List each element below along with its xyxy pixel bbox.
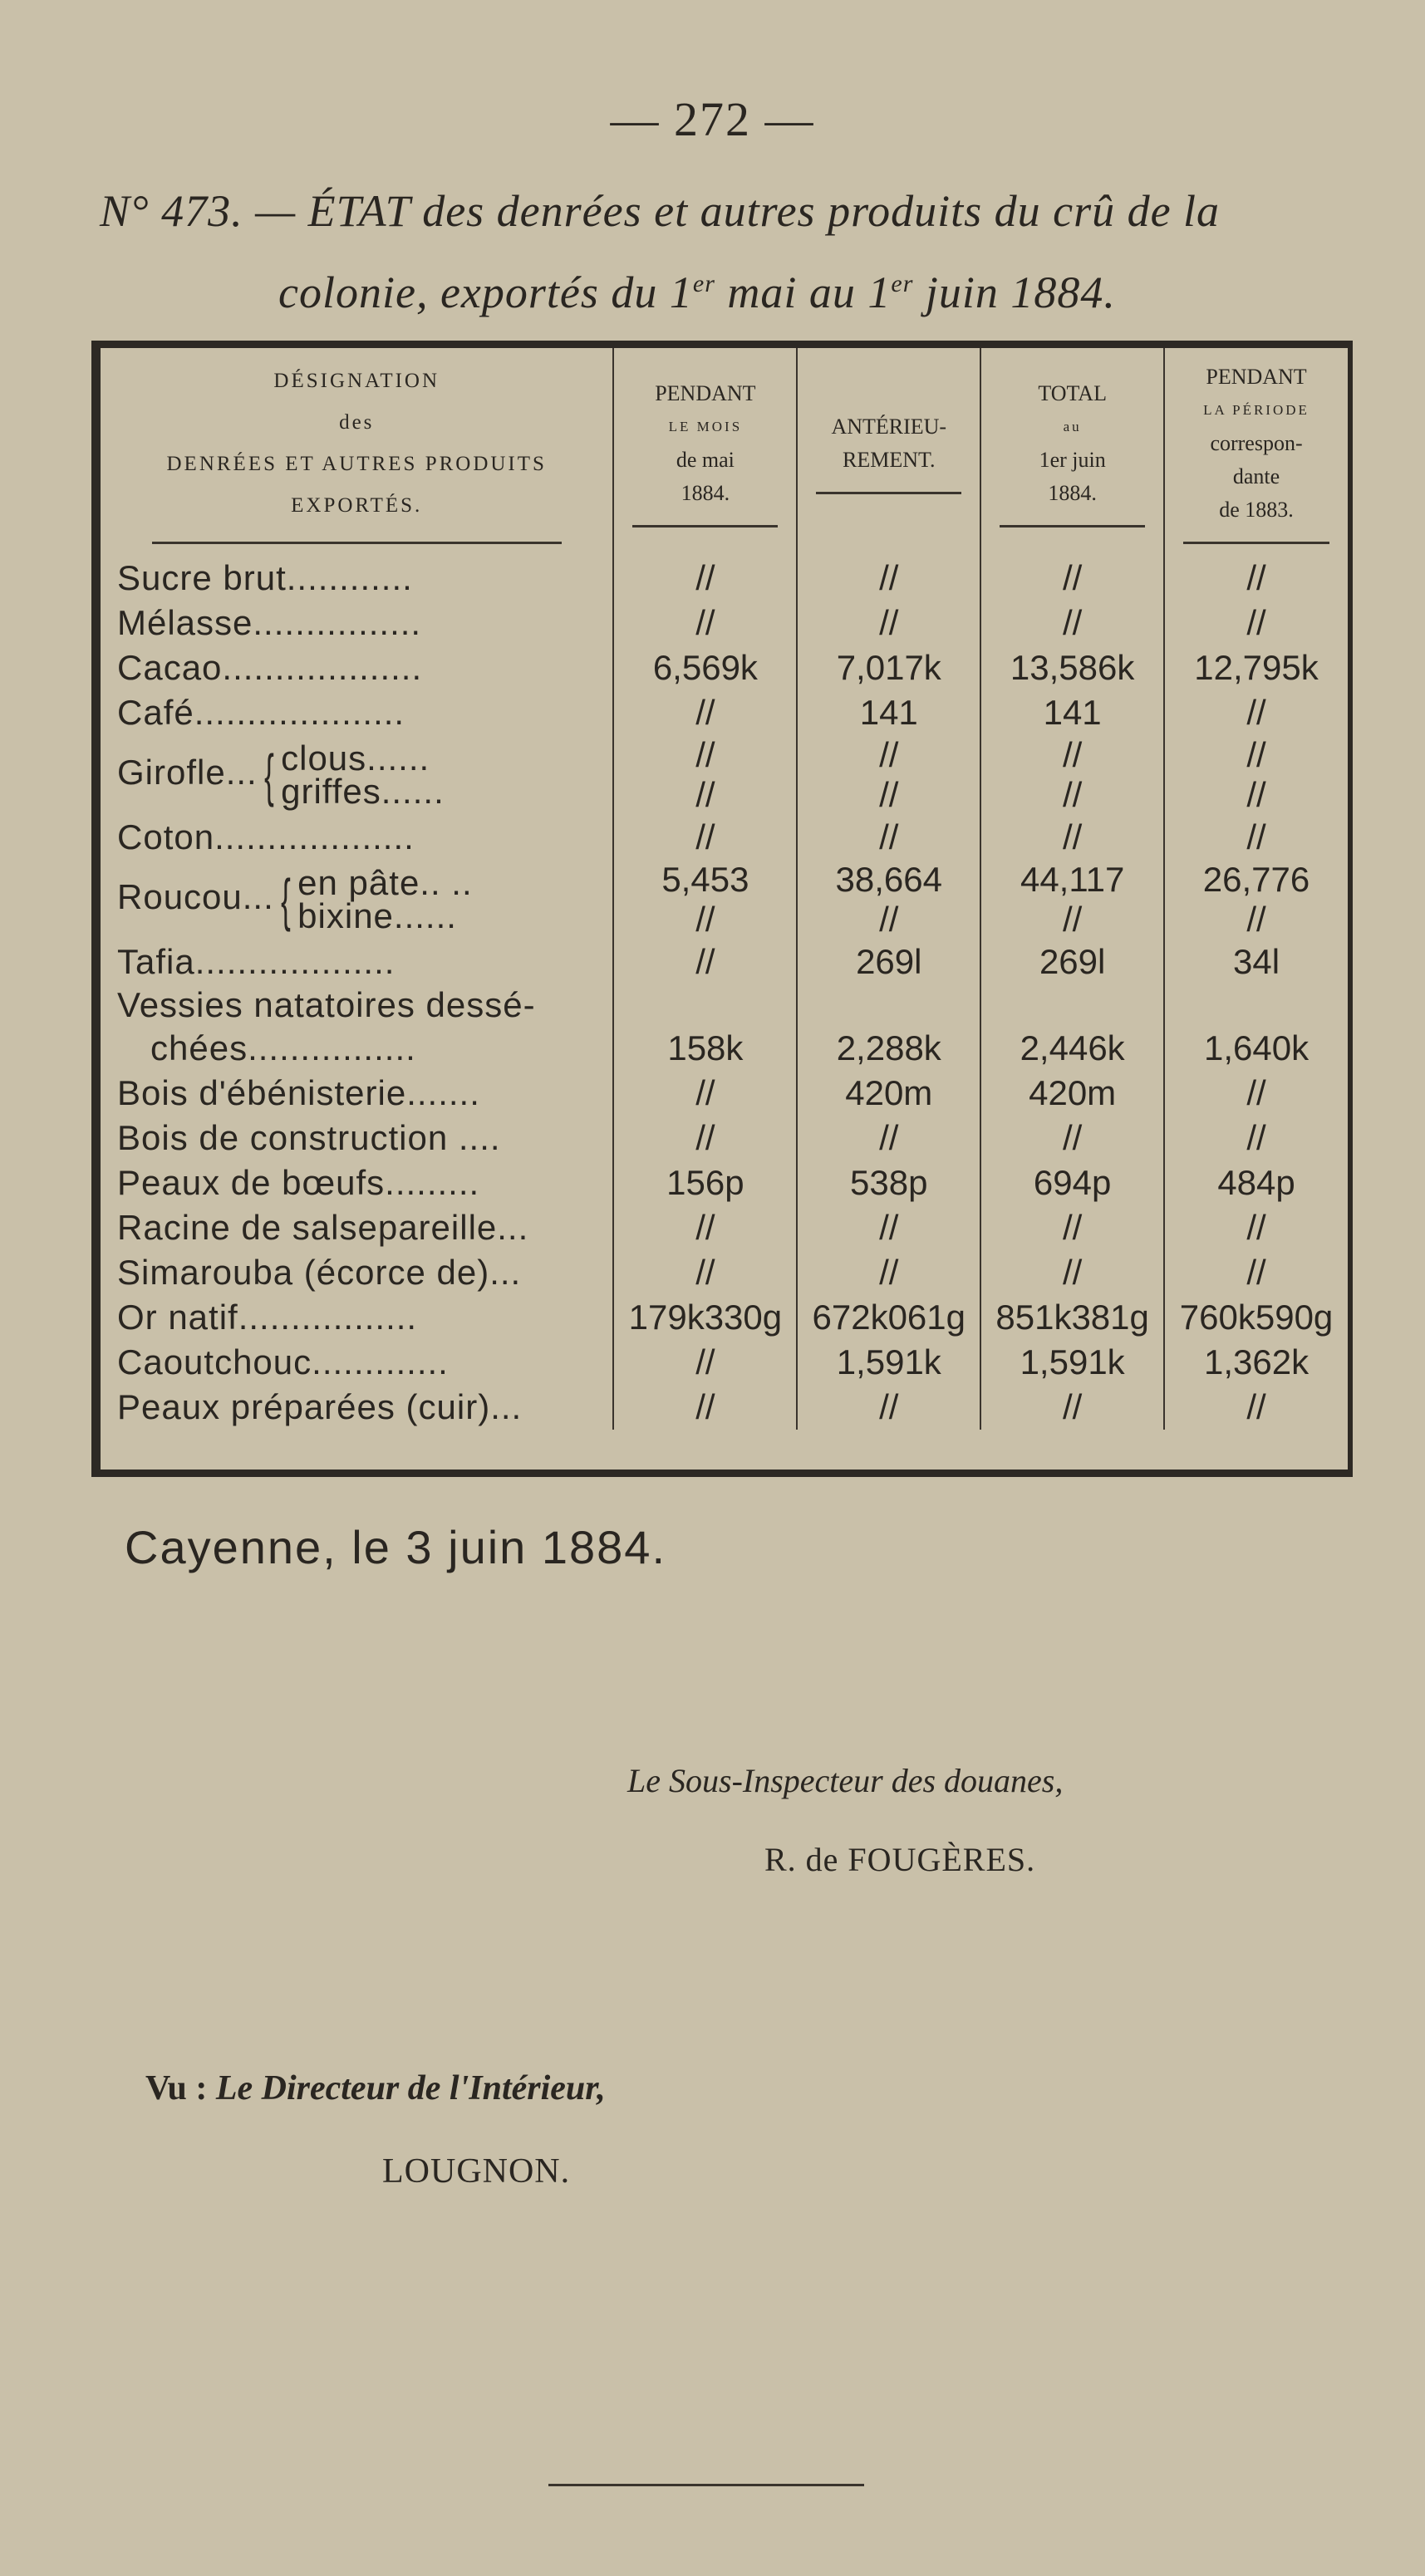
table-row-vessies-1: [101, 984, 1348, 1026]
table-row: [101, 1160, 1348, 1205]
row-label: Bois de construction ....: [117, 1118, 501, 1157]
cell-anterieur: //: [797, 1205, 980, 1250]
header-periode-year: de 1883.: [1219, 497, 1294, 522]
row-label: Simarouba (écorce de)...: [117, 1253, 522, 1292]
cell-mai: //: [613, 1205, 797, 1250]
row-label-girofle: [101, 735, 613, 815]
roucou-mai-2: //: [695, 900, 715, 939]
cell-mai: //: [613, 1385, 797, 1430]
table-row: [101, 601, 1348, 645]
title-sup1: er: [692, 270, 715, 297]
roucou-sub1: en pâte.. ..: [297, 863, 473, 902]
cell-mai: //: [613, 556, 797, 601]
cell-mai: 179k330g: [613, 1295, 797, 1340]
roucou-mai-1: 5,453: [661, 860, 749, 899]
signatory-title: Le Sous-Inspecteur des douanes,: [627, 1762, 1064, 1799]
girofle-total-1: //: [1062, 735, 1083, 774]
cell-periode: //: [1164, 1205, 1348, 1250]
cell-anterieur: 141: [797, 690, 980, 735]
cell-anterieur: //: [797, 1116, 980, 1160]
roucou-per-1: 26,776: [1202, 860, 1310, 899]
header-anterieur-top: ANTÉRIEU-: [831, 414, 947, 439]
header-designation-sub: DENRÉES ET AUTRES PRODUITS EXPORTÉS.: [166, 452, 547, 517]
row-label: Bois d'ébénisterie.......: [117, 1073, 480, 1112]
row-label: Racine de salsepareille...: [117, 1208, 529, 1247]
cell-anterieur: 2,288k: [797, 1026, 980, 1071]
cell-mai: //: [613, 690, 797, 735]
row-label-roucou: [101, 860, 613, 940]
cell-anterieur: //: [797, 815, 980, 860]
cell-total: //: [980, 601, 1164, 645]
row-label: Mélasse................: [117, 603, 422, 642]
cell-mai: //: [613, 1340, 797, 1385]
cell-total: 1,591k: [980, 1340, 1164, 1385]
roucou-label: Roucou...: [117, 877, 274, 917]
header-mai-low: de mai: [676, 447, 735, 472]
cell-total: 2,446k: [980, 1026, 1164, 1071]
cell-periode: //: [1164, 1071, 1348, 1116]
cell-anterieur: 538p: [797, 1160, 980, 1205]
export-table-grid: [101, 348, 1348, 1430]
girofle-ant-1: //: [879, 735, 899, 774]
header-periode-low1: correspon-: [1210, 430, 1303, 455]
cell-total: 13,586k: [980, 645, 1164, 690]
cell-mai: 156p: [613, 1160, 797, 1205]
brace-icon: {: [280, 867, 292, 932]
cell-periode: [1164, 860, 1348, 940]
row-label: Peaux de bœufs.........: [117, 1163, 480, 1202]
header-mai-top: PENDANT: [655, 380, 756, 405]
girofle-total-2: //: [1062, 775, 1083, 814]
cell-empty: [980, 984, 1164, 1026]
title-line2-a: colonie, exportés du 1: [278, 267, 693, 317]
row-label-vessies-2: chées................: [150, 1028, 416, 1067]
table-row: [101, 940, 1348, 984]
row-label: Tafia...................: [117, 942, 396, 981]
cell-total: //: [980, 815, 1164, 860]
header-total-top: TOTAL: [1038, 380, 1107, 405]
place-date: Cayenne, le 3 juin 1884.: [125, 1521, 666, 1573]
cell-total: //: [980, 1205, 1164, 1250]
table-header-row: [101, 348, 1348, 556]
row-label: Peaux préparées (cuir)...: [117, 1387, 523, 1426]
cell-periode: 12,795k: [1164, 645, 1348, 690]
cell-periode: //: [1164, 556, 1348, 601]
cell-mai: [613, 860, 797, 940]
cell-periode: //: [1164, 1116, 1348, 1160]
header-total: [980, 348, 1164, 556]
cell-total: //: [980, 1116, 1164, 1160]
cell-total: 420m: [980, 1071, 1164, 1116]
table-row: [101, 1071, 1348, 1116]
title-sup2: er: [891, 270, 914, 297]
table-row: [101, 1385, 1348, 1430]
cell-total: //: [980, 1250, 1164, 1295]
title-line1: ÉTAT des denrées et autres produits du crû de la: [307, 186, 1221, 236]
row-label: Or natif.................: [117, 1298, 418, 1337]
document-title: [100, 174, 1363, 329]
cell-anterieur: 7,017k: [797, 645, 980, 690]
title-line2-b: mai au 1: [715, 267, 892, 317]
cell-anterieur: 672k061g: [797, 1295, 980, 1340]
cell-periode: //: [1164, 1385, 1348, 1430]
table-row: [101, 690, 1348, 735]
girofle-ant-2: //: [879, 775, 899, 814]
cell-total: 694p: [980, 1160, 1164, 1205]
row-label: Sucre brut............: [117, 558, 413, 597]
roucou-total-1: 44,117: [1020, 860, 1125, 899]
cell-periode: 484p: [1164, 1160, 1348, 1205]
table-row: [101, 1250, 1348, 1295]
cell-periode: 1,362k: [1164, 1340, 1348, 1385]
signatory-name: R. de FOUGÈRES.: [764, 1841, 1036, 1878]
row-label: Cacao...................: [117, 648, 423, 687]
roucou-ant-2: //: [879, 900, 899, 939]
header-periode-top: PENDANT: [1206, 364, 1307, 389]
cell-total: [980, 860, 1164, 940]
header-anterieur: [797, 348, 980, 556]
cell-mai: [613, 735, 797, 815]
cell-periode: 760k590g: [1164, 1295, 1348, 1340]
cell-periode: 1,640k: [1164, 1026, 1348, 1071]
table-row-roucou: [101, 860, 1348, 940]
title-line2-c: juin 1884.: [913, 267, 1116, 317]
cell-empty: [1164, 984, 1348, 1026]
table-row-girofle: [101, 735, 1348, 815]
cell-anterieur: 1,591k: [797, 1340, 980, 1385]
girofle-per-1: //: [1246, 735, 1266, 774]
bottom-divider: [548, 2484, 864, 2486]
girofle-per-2: //: [1246, 775, 1266, 814]
cell-mai: //: [613, 1071, 797, 1116]
export-table: [91, 341, 1353, 1477]
vu-name: LOUGNON.: [382, 2152, 571, 2191]
cell-anterieur: [797, 735, 980, 815]
vu-label: Vu :: [145, 2069, 208, 2107]
cell-mai: //: [613, 601, 797, 645]
table-row: [101, 645, 1348, 690]
row-label-vessies-1: Vessies natatoires dessé-: [117, 985, 536, 1024]
header-mai-mid: LE MOIS: [668, 418, 743, 434]
cell-total: //: [980, 1385, 1164, 1430]
cell-mai: 6,569k: [613, 645, 797, 690]
girofle-mai-2: //: [695, 775, 715, 814]
cell-mai: 158k: [613, 1026, 797, 1071]
header-periode: [1164, 348, 1348, 556]
girofle-subgroup: [281, 738, 445, 811]
cell-empty: [613, 984, 797, 1026]
brace-icon: {: [263, 743, 275, 807]
row-label: Café....................: [117, 693, 405, 732]
header-anterieur-low: REMENT.: [843, 447, 936, 472]
header-total-mid: au: [1063, 418, 1082, 434]
cell-mai: //: [613, 1250, 797, 1295]
table-row: [101, 1295, 1348, 1340]
cell-mai: //: [613, 1116, 797, 1160]
header-mai-year: 1884.: [681, 480, 730, 505]
cell-periode: //: [1164, 815, 1348, 860]
roucou-ant-1: 38,664: [835, 860, 942, 899]
header-total-low: 1er juin: [1039, 447, 1106, 472]
cell-mai: //: [613, 815, 797, 860]
vu-title: Le Directeur de l'Intérieur,: [215, 2069, 606, 2107]
header-total-year: 1884.: [1048, 480, 1097, 505]
cell-total: [980, 735, 1164, 815]
header-periode-low2: dante: [1232, 464, 1280, 488]
roucou-per-2: //: [1246, 900, 1266, 939]
title-prefix: N° 473. —: [100, 186, 308, 236]
roucou-total-2: //: [1062, 900, 1083, 939]
page-number: — 272 —: [610, 92, 815, 146]
cell-anterieur: 420m: [797, 1071, 980, 1116]
cell-anterieur: //: [797, 1385, 980, 1430]
cell-anterieur: [797, 860, 980, 940]
cell-anterieur: //: [797, 601, 980, 645]
girofle-sub2: griffes......: [281, 772, 445, 811]
cell-total: //: [980, 556, 1164, 601]
table-row-vessies-2: [101, 1026, 1348, 1071]
table-row: [101, 1205, 1348, 1250]
cell-periode: //: [1164, 1250, 1348, 1295]
header-designation-des: des: [339, 410, 375, 434]
header-mai: [613, 348, 797, 556]
girofle-mai-1: //: [695, 735, 715, 774]
cell-periode: //: [1164, 690, 1348, 735]
cell-periode: [1164, 735, 1348, 815]
vu-line: [145, 2068, 606, 2108]
cell-total: 269l: [980, 940, 1164, 984]
title-line2: [100, 248, 1363, 329]
cell-anterieur: //: [797, 1250, 980, 1295]
cell-empty: [797, 984, 980, 1026]
table-row: [101, 556, 1348, 601]
table-row: [101, 1116, 1348, 1160]
row-label: Coton...................: [117, 817, 415, 856]
table-row: [101, 815, 1348, 860]
cell-mai: //: [613, 940, 797, 984]
header-designation: [101, 348, 613, 556]
table-row: [101, 1340, 1348, 1385]
cell-total: 141: [980, 690, 1164, 735]
header-designation-label: DÉSIGNATION: [273, 369, 440, 392]
cell-anterieur: //: [797, 556, 980, 601]
girofle-label: Girofle...: [117, 753, 258, 792]
roucou-sub2: bixine......: [297, 896, 457, 935]
cell-periode: //: [1164, 601, 1348, 645]
roucou-subgroup: [297, 863, 473, 935]
girofle-sub1: clous......: [281, 738, 430, 778]
cell-total: 851k381g: [980, 1295, 1164, 1340]
cell-periode: 34l: [1164, 940, 1348, 984]
header-periode-mid: LA PÉRIODE: [1203, 401, 1310, 418]
row-label: Caoutchouc.............: [117, 1342, 449, 1381]
cell-anterieur: 269l: [797, 940, 980, 984]
